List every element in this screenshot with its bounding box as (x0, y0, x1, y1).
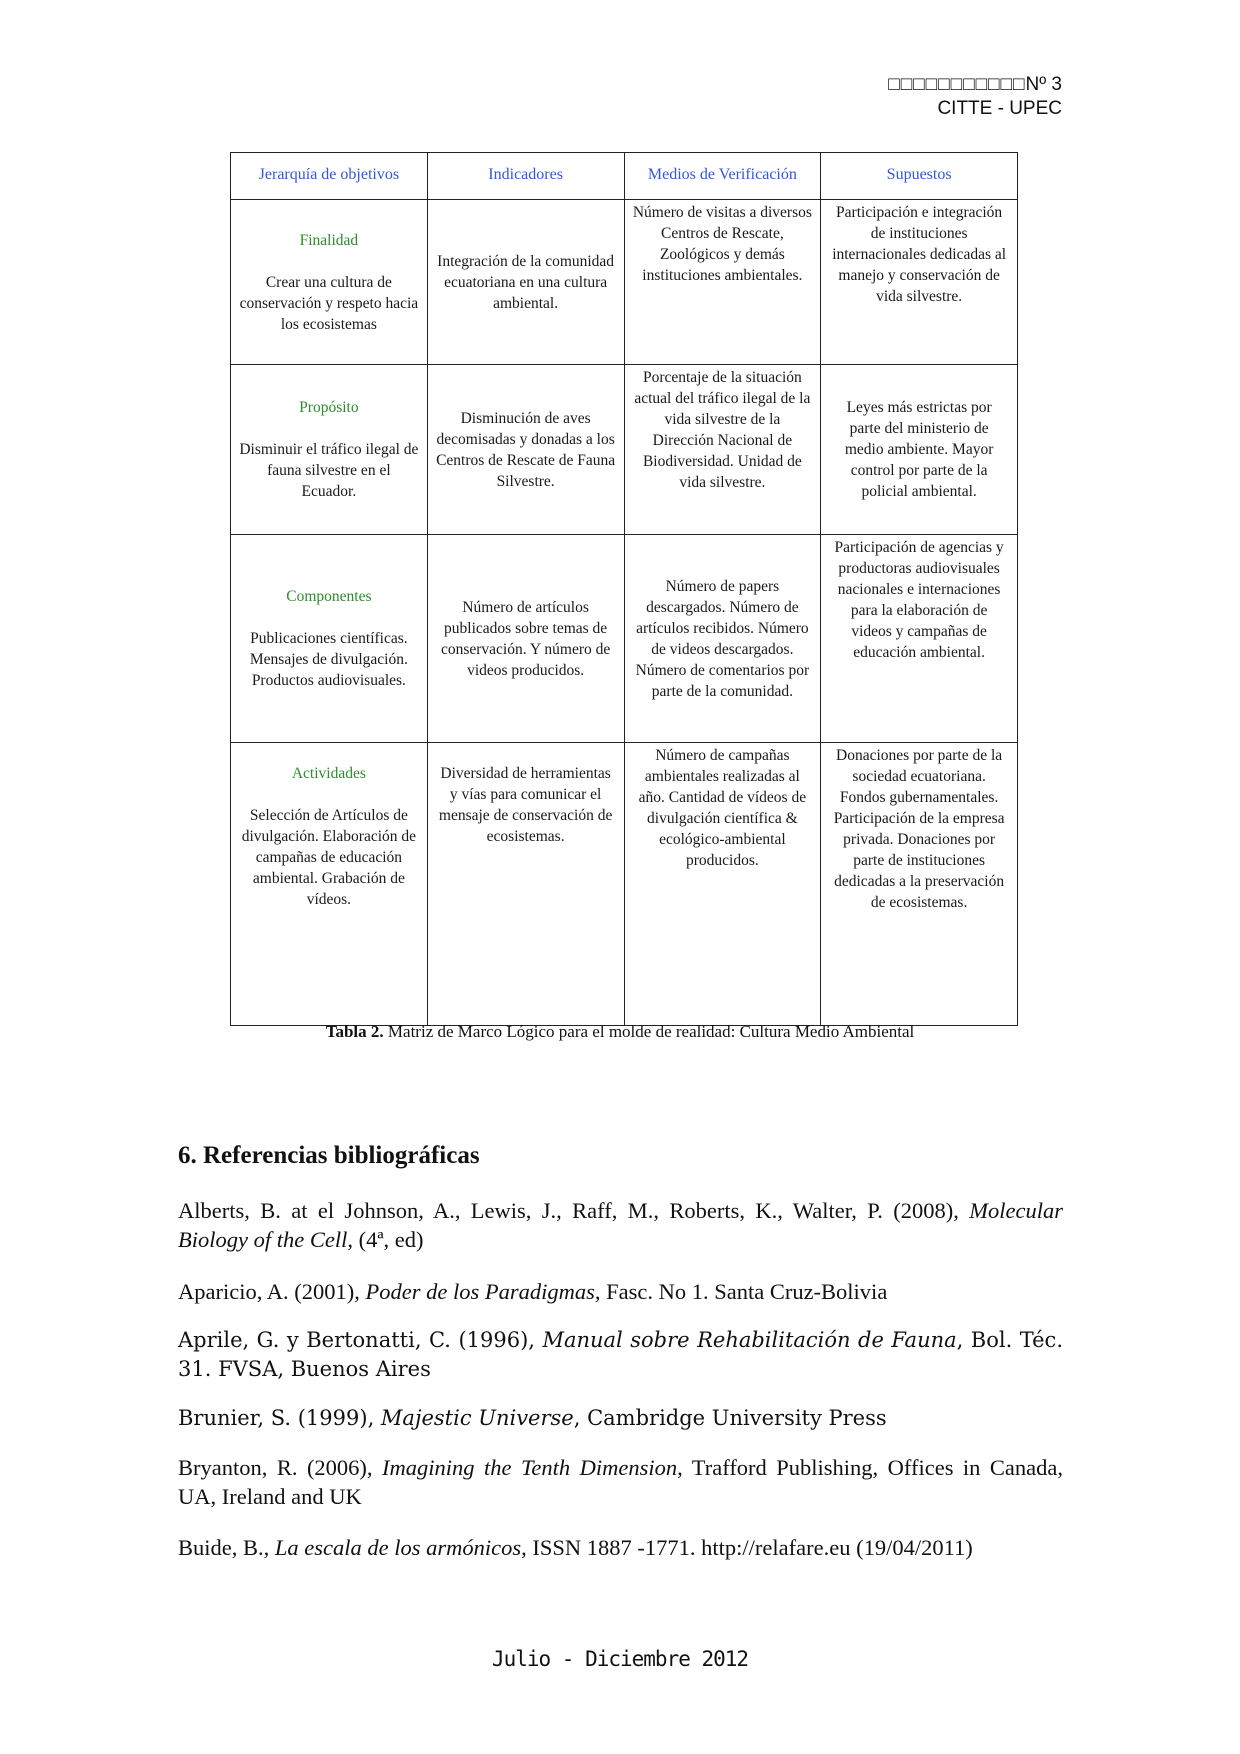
objective-cell (231, 365, 428, 535)
logical-framework-table (230, 152, 1018, 1026)
objective-text: Publicaciones científicas. Mensajes de divulgación. Productos audiovisuales. (249, 630, 408, 689)
indicator-cell: Disminución de aves decomisadas y donadas a los Centros de Rescate de Fauna Silvestre. (427, 365, 624, 535)
journal-issue (888, 73, 1062, 97)
header-assumptions: Supuestos (821, 153, 1018, 200)
reference-details: , Cambridge University Press (573, 1406, 887, 1430)
assumption-cell: Donaciones por parte de la sociedad ecuatoriana. Fondos gubernamentales. Participación de la empresa privada. Donaciones por parte de instituciones dedicadas a la preservación de ecosistemas. (821, 743, 1018, 1026)
objective-text: Crear una cultura de conservación y respeto hacia los ecosistemas (239, 273, 419, 333)
journal-name-glyphs: □□□□□□□□□□□ (888, 74, 1026, 95)
reference-title: Molecular Biology of the Cell (178, 1198, 1063, 1252)
reference-title: Poder de los Paradigmas (365, 1279, 595, 1304)
table-row (231, 365, 1018, 535)
reference-item (178, 1533, 1063, 1562)
issue-number: Nº 3 (1025, 74, 1062, 95)
caption-label: Tabla 2. (325, 1022, 384, 1041)
assumption-cell: Participación de agencias y productoras audiovisuales nacionales e internaciones para la elaboración de videos y campañas de educación ambiental. (821, 535, 1018, 743)
row-heading: Finalidad (299, 231, 359, 249)
reference-authors: Buide, B., (178, 1535, 275, 1560)
reference-details: , Trafford Publishing, Offices in Canada, UA, Ireland and UK (178, 1455, 1063, 1509)
reference-authors: Aparicio, A. (2001), (178, 1279, 366, 1304)
reference-item (178, 1277, 1063, 1306)
reference-details: , (4ª, ed) (347, 1227, 424, 1252)
reference-details: , ISSN 1887 -1771. http://relafare.eu (19/04/2011) (521, 1535, 973, 1560)
objective-cell (231, 535, 428, 743)
table-row (231, 200, 1018, 365)
header-indicators: Indicadores (427, 153, 624, 200)
table-row (231, 535, 1018, 743)
reference-item (178, 1326, 1063, 1384)
verification-cell: Porcentaje de la situación actual del tráfico ilegal de la vida silvestre de la Dirección Nacional de Biodiversidad. Unidad de vida silvestre. (624, 365, 821, 535)
section-title: 6. Referencias bibliográficas (178, 1142, 480, 1169)
table-header-row (231, 153, 1018, 200)
verification-cell: Número de campañas ambientales realizadas al año. Cantidad de vídeos de divulgación científica & ecológico-ambiental producidos. (624, 743, 821, 1026)
verification-cell: Número de papers descargados. Número de artículos recibidos. Número de videos descargados. Número de comentarios por parte de la comunidad. (624, 535, 821, 743)
row-heading: Actividades (291, 765, 366, 782)
header-verification: Medios de Verificación (624, 153, 821, 200)
reference-title: La escala de los armónicos (274, 1535, 522, 1560)
indicator-cell: Diversidad de herramientas y vías para comunicar el mensaje de conservación de ecosistemas. (427, 743, 624, 1026)
objective-cell (231, 200, 428, 365)
objective-text: Selección de Artículos de divulgación. Elaboración de campañas de educación ambiental. Grabación de vídeos. (241, 807, 417, 908)
indicator-cell: Integración de la comunidad ecuatoriana en una cultura ambiental. (427, 200, 624, 365)
reference-authors: Aprile, G. y Bertonatti, C. (1996), (178, 1328, 543, 1352)
reference-title: Majestic Universe (380, 1406, 574, 1430)
running-header (888, 73, 1062, 121)
table-caption (0, 1022, 1240, 1042)
verification-cell: Número de visitas a diversos Centros de Rescate, Zoológicos y demás instituciones ambientales. (624, 200, 821, 365)
row-heading: Propósito (299, 399, 359, 416)
reference-title: Manual sobre Rehabilitación de Fauna (542, 1328, 957, 1352)
reference-details: , Bol. Téc. 31. FVSA, Buenos Aires (178, 1328, 1063, 1381)
table-row (231, 743, 1018, 1026)
reference-authors: Bryanton, R. (2006), (178, 1455, 383, 1480)
reference-authors: Alberts, B. at el Johnson, A., Lewis, J., Raff, M., Roberts, K., Walter, P. (2008), (178, 1198, 970, 1223)
indicator-cell: Número de artículos publicados sobre temas de conservación. Y número de videos producidos. (427, 535, 624, 743)
reference-item (178, 1404, 1063, 1433)
objective-text: Disminuir el tráfico ilegal de fauna silvestre en el Ecuador. (239, 441, 419, 500)
objective-cell (231, 743, 428, 1026)
organization-name: CITTE - UPEC (937, 98, 1062, 119)
reference-item (178, 1453, 1063, 1511)
reference-details: , Fasc. No 1. Santa Cruz-Bolivia (594, 1279, 888, 1304)
reference-authors: Brunier, S. (1999), (178, 1406, 381, 1430)
reference-title: Imagining the Tenth Dimension (382, 1455, 678, 1480)
caption-text: Matriz de Marco Lógico para el molde de realidad: Cultura Medio Ambiental (383, 1022, 915, 1041)
page-footer: Julio - Diciembre 2012 (491, 1647, 749, 1671)
assumption-cell: Participación e integración de instituciones internacionales dedicadas al manejo y conservación de vida silvestre. (821, 200, 1018, 365)
reference-item (178, 1196, 1063, 1254)
header-objectives: Jerarquía de objetivos (231, 153, 428, 200)
row-heading: Componentes (286, 588, 372, 605)
assumption-cell: Leyes más estrictas por parte del ministerio de medio ambiente. Mayor control por parte de la policial ambiental. (821, 365, 1018, 535)
